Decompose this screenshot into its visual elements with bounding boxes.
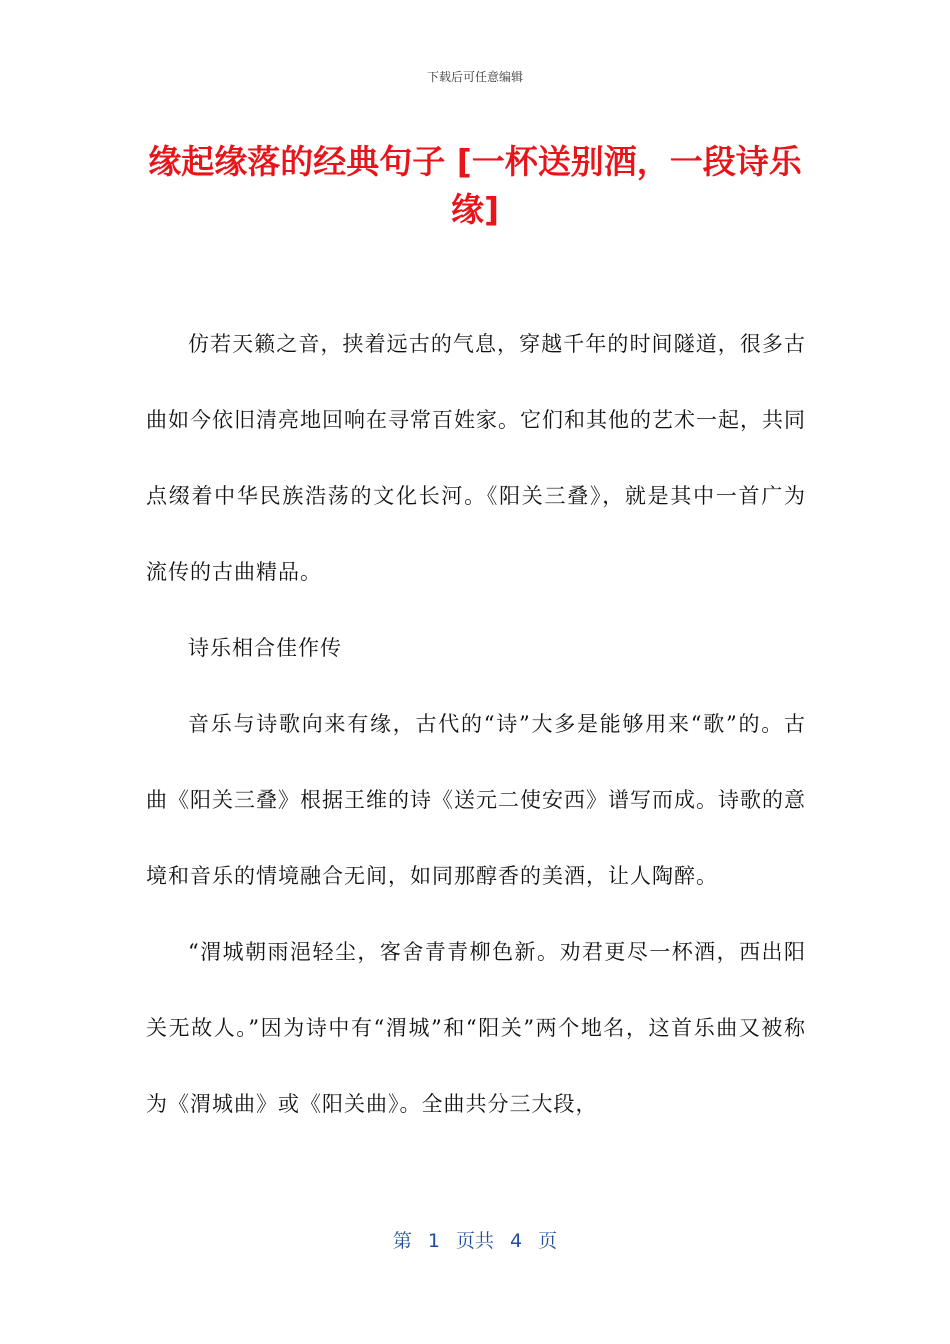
total-pages-number: 4 bbox=[510, 1230, 523, 1252]
paragraph: “渭城朝雨浥轻尘，客舍青青柳色新。劝君更尽一杯酒，西出阳关无故人。”因为诗中有“渭城”和“阳关”两个地名，这首乐曲又被称为《渭城曲》或《阳关曲》。全曲共分三大段， bbox=[146, 940, 806, 1116]
page-header-note: 下载后可任意编辑 bbox=[426, 70, 523, 84]
footer-prefix: 第 bbox=[392, 1230, 412, 1252]
document-body bbox=[146, 306, 806, 1142]
document-title: 缘起缘落的经典句子 [一杯送别酒，一段诗乐缘] bbox=[148, 142, 802, 229]
current-page-number: 1 bbox=[427, 1230, 440, 1252]
paragraph: 音乐与诗歌向来有缘，古代的“诗”大多是能够用来“歌”的。古曲《阳关三叠》根据王维的诗《送元二使安西》谱写而成。诗歌的意境和音乐的情境融合无间，如同那醇香的美酒，让人陶醉。 bbox=[146, 712, 806, 888]
paragraph: 仿若天籁之音，挟着远古的气息，穿越千年的时间隧道，很多古曲如今依旧清亮地回响在寻常百姓家。它们和其他的艺术一起，共同点缀着中华民族浩荡的文化长河。《阳关三叠》，就是其中一首广为流传的古曲精品。 bbox=[146, 332, 806, 584]
footer-mid: 页共 bbox=[455, 1230, 494, 1252]
section-heading: 诗乐相合佳作传 bbox=[188, 636, 342, 660]
footer-suffix: 页 bbox=[538, 1230, 558, 1252]
page-footer bbox=[0, 1226, 950, 1253]
